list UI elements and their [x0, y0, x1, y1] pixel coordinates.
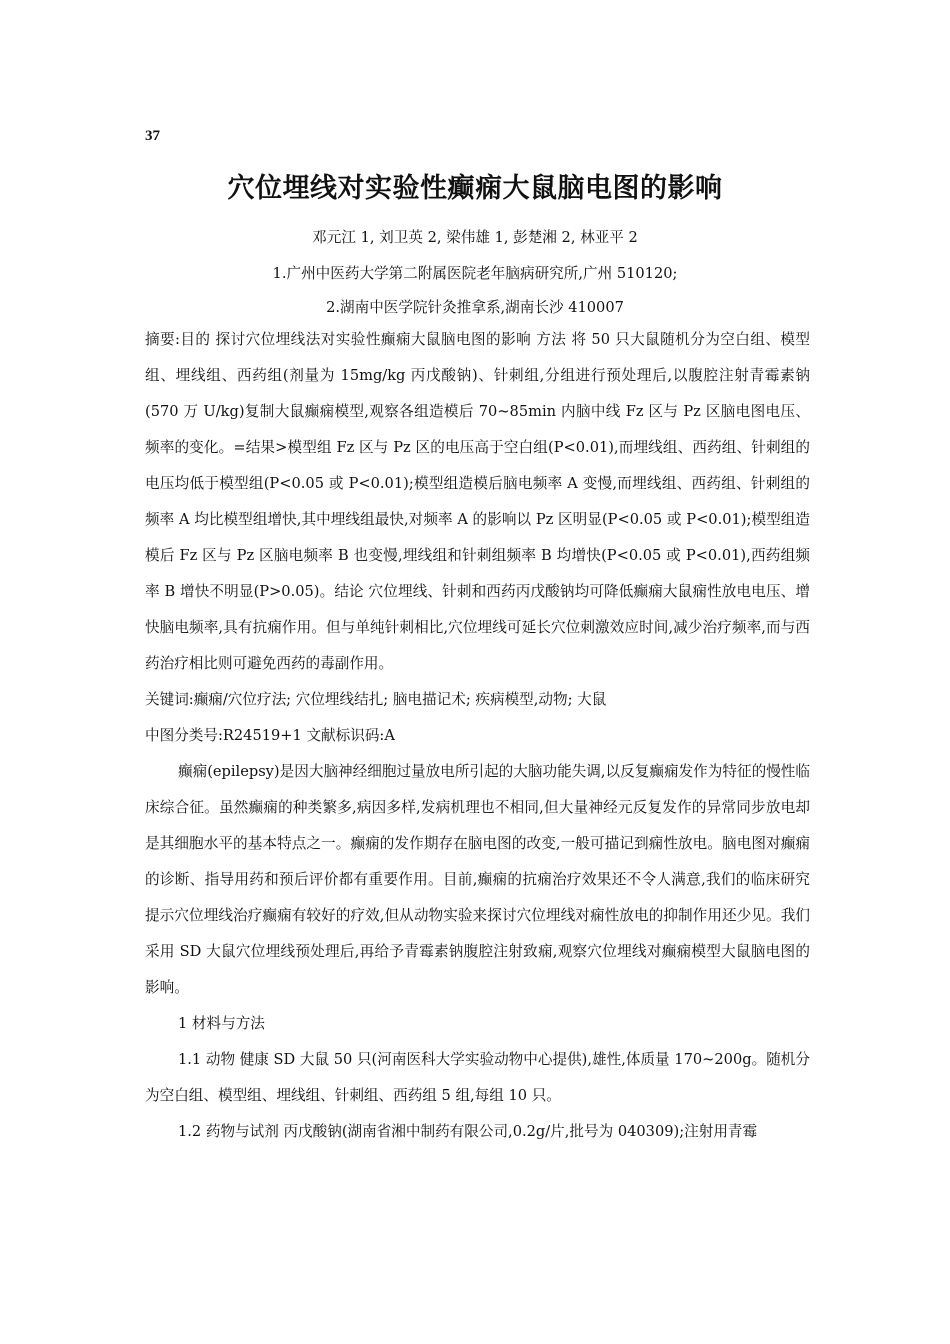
section-1-2-paragraph: 1.2 药物与试剂 丙戊酸钠(湖南省湘中制药有限公司,0.2g/片,批号为 040309);注射用青霉	[178, 1123, 758, 1140]
article-title: 穴位埋线对实验性癫痫大鼠脑电图的影响	[227, 173, 723, 204]
keywords: 关键词:癫痫/穴位疗法; 穴位埋线结扎; 脑电描记术; 疾病模型,动物; 大鼠	[145, 691, 607, 708]
article-body	[145, 322, 810, 1150]
section-heading-1: 1 材料与方法	[178, 1015, 265, 1032]
section-1-1-paragraph: 1.1 动物 健康 SD 大鼠 50 只(河南医科大学实验动物中心提供),雄性,体质量 170~200g。随机分为空白组、模型组、埋线组、针刺组、西药组 5 组,每组 10 只。	[145, 1051, 810, 1104]
page-number: 37	[145, 128, 160, 144]
intro-paragraph: 癫痫(epilepsy)是因大脑神经细胞过量放电所引起的大脑功能失调,以反复癫痫发作为特征的慢性临床综合征。虽然癫痫的种类繁多,病因多样,发病机理也不相同,但大量神经元反复发作的异常同步放电却是其细胞水平的基本特点之一。癫痫的发作期存在脑电图的改变,一般可描记到痫性放电。脑电图对癫痫的诊断、指导用药和预后评价都有重要作用。目前,癫痫的抗痫治疗效果还不令人满意,我们的临床研究提示穴位埋线治疗癫痫有较好的疗效,但从动物实验来探讨穴位埋线对痫性放电的抑制作用还少见。我们采用 SD 大鼠穴位埋线预处理后,再给予青霉素钠腹腔注射致痫,观察穴位埋线对癫痫模型大鼠脑电图的影响。	[145, 763, 810, 996]
affiliation-2: 2.湖南中医学院针灸推拿系,湖南长沙 410007	[326, 299, 624, 316]
authors: 邓元江 1, 刘卫英 2, 梁伟雄 1, 彭楚湘 2, 林亚平 2	[312, 229, 638, 246]
affiliation-1: 1.广州中医药大学第二附属医院老年脑病研究所,广州 510120;	[272, 265, 678, 282]
abstract: 摘要:目的 探讨穴位埋线法对实验性癫痫大鼠脑电图的影响 方法 将 50 只大鼠随机分为空白组、模型组、埋线组、西药组(剂量为 15mg/kg 丙戊酸钠)、针刺组,分组进行预处理后,以腹腔注射青霉素钠(570 万 U/kg)复制大鼠癫痫模型,观察各组造模后 70~85min 内脑中线 Fz 区与 Pz 区脑电图电压、频率的变化。=结果>模型组 Fz 区与 Pz 区的电压高于空白组(P<0.01),而埋线组、西药组、针刺组的电压均低于模型组(P<0.05 或 P<0.01);模型组造模后脑电频率 A 变慢,而埋线组、西药组、针刺组的频率 A 均比模型组增快,其中埋线组最快,对频率 A 的影响以 Pz 区明显(P<0.05 或 P<0.01);模型组造模后 Fz 区与 Pz 区脑电频率 B 也变慢,埋线组和针刺组频率 B 均增快(P<0.05 或 P<0.01),西药组频率 B 增快不明显(P>0.05)。结论 穴位埋线、针刺和西药丙戊酸钠均可降低癫痫大鼠痫性放电电压、增快脑电频率,具有抗痫作用。但与单纯针刺相比,穴位埋线可延长穴位刺激效应时间,减少治疗频率,而与西药治疗相比则可避免西药的毒副作用。	[145, 331, 810, 672]
classification: 中图分类号:R24519+1 文献标识码:A	[145, 727, 395, 744]
